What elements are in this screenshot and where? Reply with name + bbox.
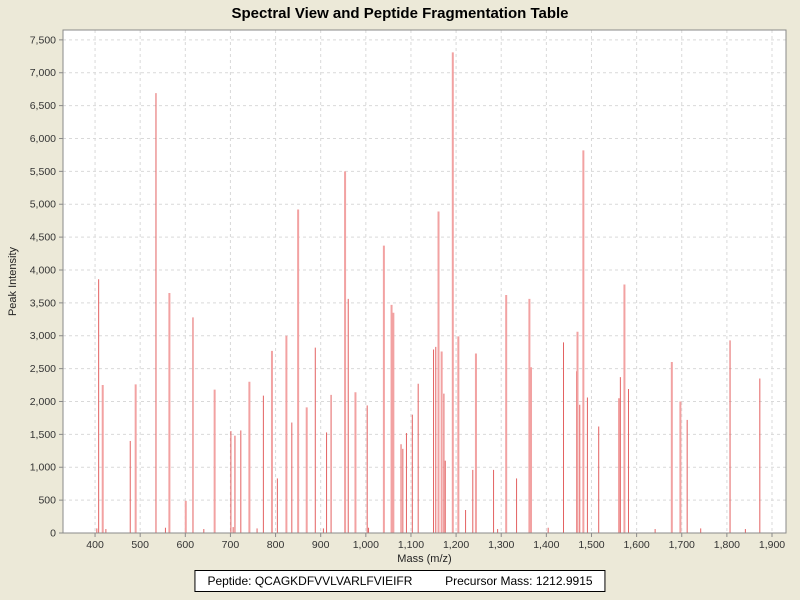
y-tick-label: 4,000 [29,264,56,277]
y-tick-label: 1,000 [29,461,56,474]
x-tick-label: 1,300 [488,539,515,551]
peptide-sequence: QCAGKDFVVLVARLFVIEIFR [254,574,413,588]
peptide-info-box [194,570,605,592]
y-tick-label: 2,500 [29,363,56,376]
x-tick-label: 1,900 [758,539,786,551]
precursor-mass-label: Precursor Mass: [445,574,533,588]
y-tick-label: 4,500 [29,231,56,244]
y-tick-label: 7,500 [29,34,56,47]
y-tick-label: 0 [50,527,56,540]
x-tick-label: 1,500 [578,539,605,551]
y-tick-label: 2,000 [29,395,56,408]
x-tick-label: 600 [176,539,195,551]
x-tick-label: 1,700 [668,539,695,551]
x-tick-label: 1,400 [533,539,560,551]
chart-title: Spectral View and Peptide Fragmentation Table [231,5,569,22]
x-tick-label: 400 [86,539,104,551]
x-tick-label: 500 [131,539,149,551]
y-tick-label: 3,500 [29,297,56,310]
y-tick-label: 5,500 [29,165,56,178]
x-tick-label: 700 [221,539,240,551]
precursor-mass-value: 1212.9915 [535,574,593,588]
y-tick-label: 500 [38,494,56,507]
x-tick-label: 1,100 [397,539,425,551]
x-tick-label: 1,600 [623,539,650,551]
y-tick-label: 6,000 [29,132,56,145]
x-tick-label: 900 [311,539,330,551]
x-tick-label: 1,000 [352,539,379,551]
x-axis-title: Mass (m/z) [397,553,452,565]
y-tick-label: 5,000 [29,198,56,211]
x-tick-label: 1,800 [713,539,741,551]
y-tick-label: 7,000 [29,67,56,80]
y-tick-label: 1,500 [29,428,56,441]
y-tick-label: 6,500 [29,100,56,113]
x-tick-label: 800 [266,539,285,551]
peptide-label: Peptide: [207,574,252,588]
y-tick-label: 3,000 [29,330,56,343]
y-axis-title: Peak Intensity [7,246,19,317]
x-tick-label: 1,200 [442,539,470,551]
